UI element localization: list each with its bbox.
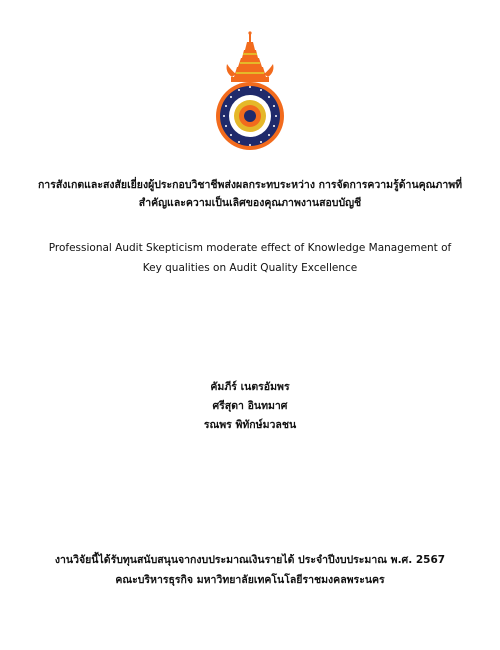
author-list: [0, 378, 500, 435]
english-title: [0, 238, 500, 278]
author-name: คัมภีร์ เนตรอัมพร: [210, 381, 290, 393]
author-name: ศรีสุดา อินทมาศ: [212, 400, 288, 412]
funding-statement: [0, 550, 500, 590]
thai-title-line-1: การสังเกตและสงสัยเยี่ยงผู้ประกอบวิชาชีพส่งผลกระทบระหว่าง การจัดการความรู้ด้านคุณภาพที่: [37, 179, 463, 191]
english-title-line-2: Key qualities on Audit Quality Excellence: [142, 262, 358, 274]
funding-line-2: คณะบริหารธุรกิจ มหาวิทยาลัยเทคโนโลยีราชมงคลพระนคร: [115, 574, 385, 586]
thai-title-line-2: สำคัญและความเป็นเลิศของคุณภาพงานสอบบัญชี: [138, 197, 362, 209]
author-name: รณพร พิทักษ์มวลชน: [203, 419, 297, 431]
university-emblem-icon: [205, 30, 295, 155]
thai-title: [0, 176, 500, 212]
funding-line-1: งานวิจัยนี้ได้รับทุนสนับสนุนจากงบประมาณเงินรายได้ ประจำปีงบประมาณ พ.ศ. 2567: [54, 554, 446, 566]
english-title-line-1: Professional Audit Skepticism moderate effect of Knowledge Management of: [48, 242, 452, 254]
